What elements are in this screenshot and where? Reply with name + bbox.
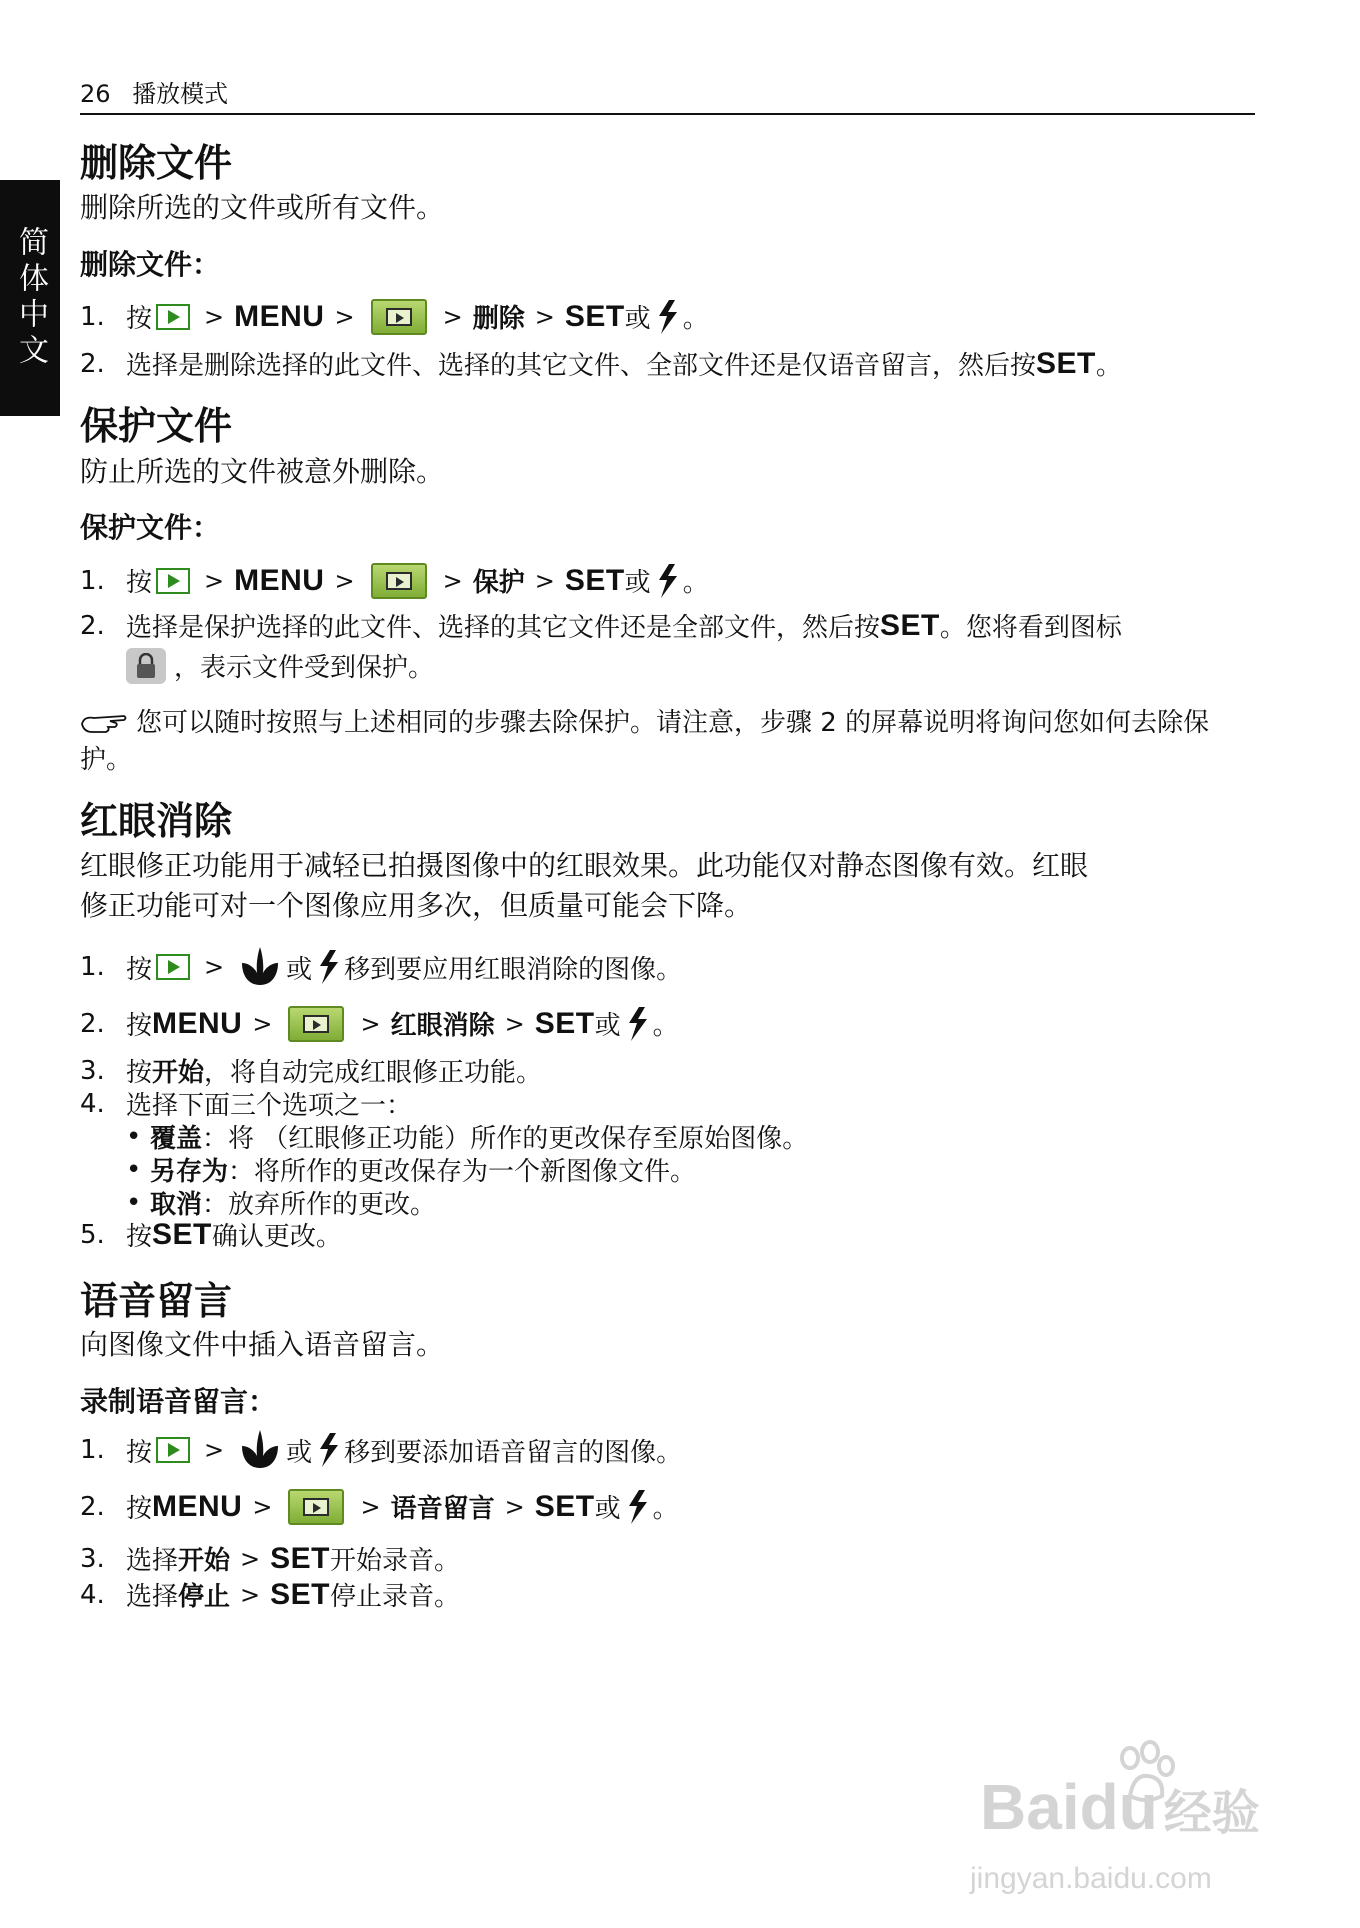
logo-text: du [1079, 1771, 1158, 1843]
voice-step-3 [80, 1540, 460, 1577]
step-number: 4. [80, 1088, 105, 1119]
arrow-separator: > [204, 953, 225, 981]
step-number: 1. [80, 1435, 105, 1465]
redeye-step-3 [80, 1052, 542, 1089]
option-label: 覆盖 [150, 1124, 203, 1154]
step-number: 2. [80, 1491, 105, 1522]
voice-subtitle: 录制语音留言： [80, 1385, 277, 1418]
option-label: 另存为 [150, 1157, 229, 1187]
playback-menu-icon [371, 563, 427, 599]
flash-icon [655, 300, 679, 334]
playback-icon [156, 304, 190, 330]
redeye-step-5 [80, 1216, 342, 1253]
set-key: SET [270, 1577, 330, 1611]
voice-desc: 向图像文件中插入语音留言。 [80, 1328, 445, 1361]
arrow-separator: > [534, 302, 555, 331]
step-text: 选择 [126, 1582, 179, 1612]
option-text: ：将 （红眼修正功能）所作的更改保存至原始图像。 [202, 1124, 809, 1154]
menu-item-stop: 停止 [178, 1582, 231, 1612]
step-number: 2. [80, 610, 105, 641]
arrow-separator: > [240, 1544, 261, 1573]
page-number: 26 [80, 80, 111, 108]
set-key: SET [270, 1541, 330, 1575]
logo-text: Bai [980, 1771, 1080, 1843]
menu-item-start: 开始 [178, 1546, 231, 1576]
voice-title: 语音留言 [80, 1279, 233, 1323]
playback-icon [156, 568, 190, 594]
step-text: 选择是删除选择的此文件、选择的其它文件、全部文件还是仅语音留言，然后按 [126, 351, 1037, 381]
bullet: • [126, 1187, 142, 1218]
step-text: 确认更改。 [211, 1222, 342, 1252]
delete-title: 删除文件 [80, 141, 233, 185]
menu-key: MENU [152, 1006, 243, 1040]
step-text: 。 [652, 1011, 679, 1041]
section-title: 播放模式 [132, 80, 229, 108]
macro-flower-icon [238, 1428, 282, 1472]
arrow-separator: > [240, 1580, 261, 1609]
step-text: 或 [624, 568, 651, 598]
redeye-step-2 [80, 1005, 679, 1042]
step-text: ，将自动完成红眼修正功能。 [204, 1058, 543, 1088]
step-number: 2. [80, 348, 105, 379]
step-text: 或 [594, 1011, 621, 1041]
pointing-hand-icon [80, 712, 128, 736]
step-text: 停止录音。 [330, 1582, 461, 1612]
step-text: 选择 [126, 1546, 179, 1576]
protect-step-1 [80, 562, 709, 599]
option-text: ：放弃所作的更改。 [202, 1190, 437, 1220]
menu-item-start: 开始 [152, 1058, 205, 1088]
step-text: 按 [126, 1494, 153, 1524]
macro-flower-icon [238, 945, 282, 989]
delete-step-1 [80, 298, 709, 335]
step-number: 4. [80, 1579, 105, 1610]
page-header [80, 74, 228, 109]
menu-item-protect: 保护 [472, 568, 525, 598]
arrow-separator: > [204, 566, 225, 595]
arrow-separator: > [252, 1009, 273, 1038]
option-text: ：将所作的更改保存为一个新图像文件。 [228, 1157, 697, 1187]
protect-step-2-cont [126, 647, 434, 684]
menu-item-voice-memo: 语音留言 [390, 1494, 495, 1524]
voice-step-4 [80, 1576, 460, 1613]
baidu-watermark [950, 1770, 1280, 1920]
arrow-separator: > [204, 302, 225, 331]
step-text: 按 [126, 568, 153, 598]
set-key: SET [534, 1006, 595, 1040]
playback-menu-icon [371, 299, 427, 335]
bullet: • [126, 1154, 142, 1185]
step-text: ，表示文件受到保护。 [174, 653, 435, 683]
step-text: 。您将看到图标 [939, 613, 1122, 643]
menu-key: MENU [234, 299, 325, 333]
language-label: 简体中文 [13, 226, 48, 370]
flash-icon [316, 950, 340, 984]
flash-icon [316, 1433, 340, 1467]
protect-title: 保护文件 [80, 404, 233, 448]
redeye-title: 红眼消除 [80, 799, 233, 843]
set-key: SET [152, 1217, 212, 1251]
option-label: 取消 [150, 1190, 203, 1220]
flash-icon [625, 1007, 649, 1041]
redeye-option-save-as [126, 1151, 696, 1188]
step-number: 1. [80, 301, 105, 332]
watermark-url: jingyan.baidu.com [970, 1862, 1212, 1895]
step-text: 选择是保护选择的此文件、选择的其它文件还是全部文件，然后按 [126, 613, 881, 643]
arrow-separator: > [534, 566, 555, 595]
note-text: 您可以随时按照与上述相同的步骤去除保护。请注意，步骤 2 的屏幕说明将询问您如何去除保护。 [80, 708, 1210, 775]
voice-step-2 [80, 1488, 679, 1525]
step-text: 按 [126, 1437, 153, 1468]
arrow-separator: > [504, 1492, 525, 1521]
step-text: 或 [624, 304, 651, 334]
menu-key: MENU [152, 1489, 243, 1523]
step-text: 或 [286, 954, 313, 985]
voice-step-1 [80, 1428, 682, 1472]
step-text: 按 [126, 1222, 153, 1252]
menu-item-redeye: 红眼消除 [390, 1011, 495, 1041]
delete-desc: 删除所选的文件或所有文件。 [80, 191, 445, 224]
set-key: SET [564, 299, 625, 333]
delete-step-2 [80, 345, 1122, 382]
bullet: • [126, 1121, 142, 1152]
step-text: 按 [126, 304, 153, 334]
protect-step-2 [80, 607, 1122, 644]
flash-icon [655, 564, 679, 598]
step-text: 选择下面三个选项之一： [126, 1091, 413, 1121]
redeye-desc-line1: 红眼修正功能用于减轻已拍摄图像中的红眼效果。此功能仅对静态图像有效。红眼 [80, 849, 1089, 882]
set-key: SET [880, 608, 940, 642]
lock-icon [126, 648, 166, 684]
step-number: 1. [80, 952, 105, 982]
menu-item-delete: 删除 [472, 304, 525, 334]
step-text: 或 [594, 1494, 621, 1524]
step-text: 或 [286, 1437, 313, 1468]
arrow-separator: > [442, 302, 463, 331]
step-text: 按 [126, 1011, 153, 1041]
step-number: 2. [80, 1008, 105, 1039]
arrow-separator: > [360, 1492, 381, 1521]
step-text: 。 [682, 568, 709, 598]
step-number: 3. [80, 1543, 105, 1574]
language-side-tab [0, 180, 60, 416]
baidu-logo [980, 1770, 1260, 1844]
step-text: 开始录音。 [330, 1546, 461, 1576]
step-text: 按 [126, 954, 153, 985]
playback-menu-icon [288, 1006, 344, 1042]
delete-subtitle: 删除文件： [80, 248, 221, 281]
menu-key: MENU [234, 563, 325, 597]
protect-note [80, 705, 1240, 779]
redeye-step-4 [80, 1085, 412, 1122]
set-key: SET [564, 563, 625, 597]
step-number: 5. [80, 1219, 105, 1250]
step-text: 。 [682, 304, 709, 334]
playback-menu-icon [288, 1489, 344, 1525]
arrow-separator: > [442, 566, 463, 595]
arrow-separator: > [360, 1009, 381, 1038]
arrow-separator: > [204, 1436, 225, 1464]
redeye-step-1 [80, 945, 682, 989]
arrow-separator: > [252, 1492, 273, 1521]
step-number: 1. [80, 565, 105, 596]
step-text: 。 [1095, 351, 1122, 381]
arrow-separator: > [334, 302, 355, 331]
header-divider [80, 113, 1255, 115]
set-key: SET [1036, 346, 1096, 380]
logo-text: 经验 [1163, 1787, 1260, 1840]
redeye-desc-line2: 修正功能可对一个图像应用多次，但质量可能会下降。 [80, 889, 753, 922]
playback-icon [156, 1437, 190, 1463]
step-number: 3. [80, 1055, 105, 1086]
protect-desc: 防止所选的文件被意外删除。 [80, 455, 445, 488]
redeye-option-overwrite [126, 1118, 808, 1155]
protect-subtitle: 保护文件： [80, 511, 221, 544]
step-text: 移到要应用红眼消除的图像。 [344, 954, 683, 985]
set-key: SET [534, 1489, 595, 1523]
step-text: 移到要添加语音留言的图像。 [344, 1437, 683, 1468]
flash-icon [625, 1490, 649, 1524]
step-text: 按 [126, 1058, 153, 1088]
arrow-separator: > [504, 1009, 525, 1038]
arrow-separator: > [334, 566, 355, 595]
playback-icon [156, 954, 190, 980]
step-text: 。 [652, 1494, 679, 1524]
